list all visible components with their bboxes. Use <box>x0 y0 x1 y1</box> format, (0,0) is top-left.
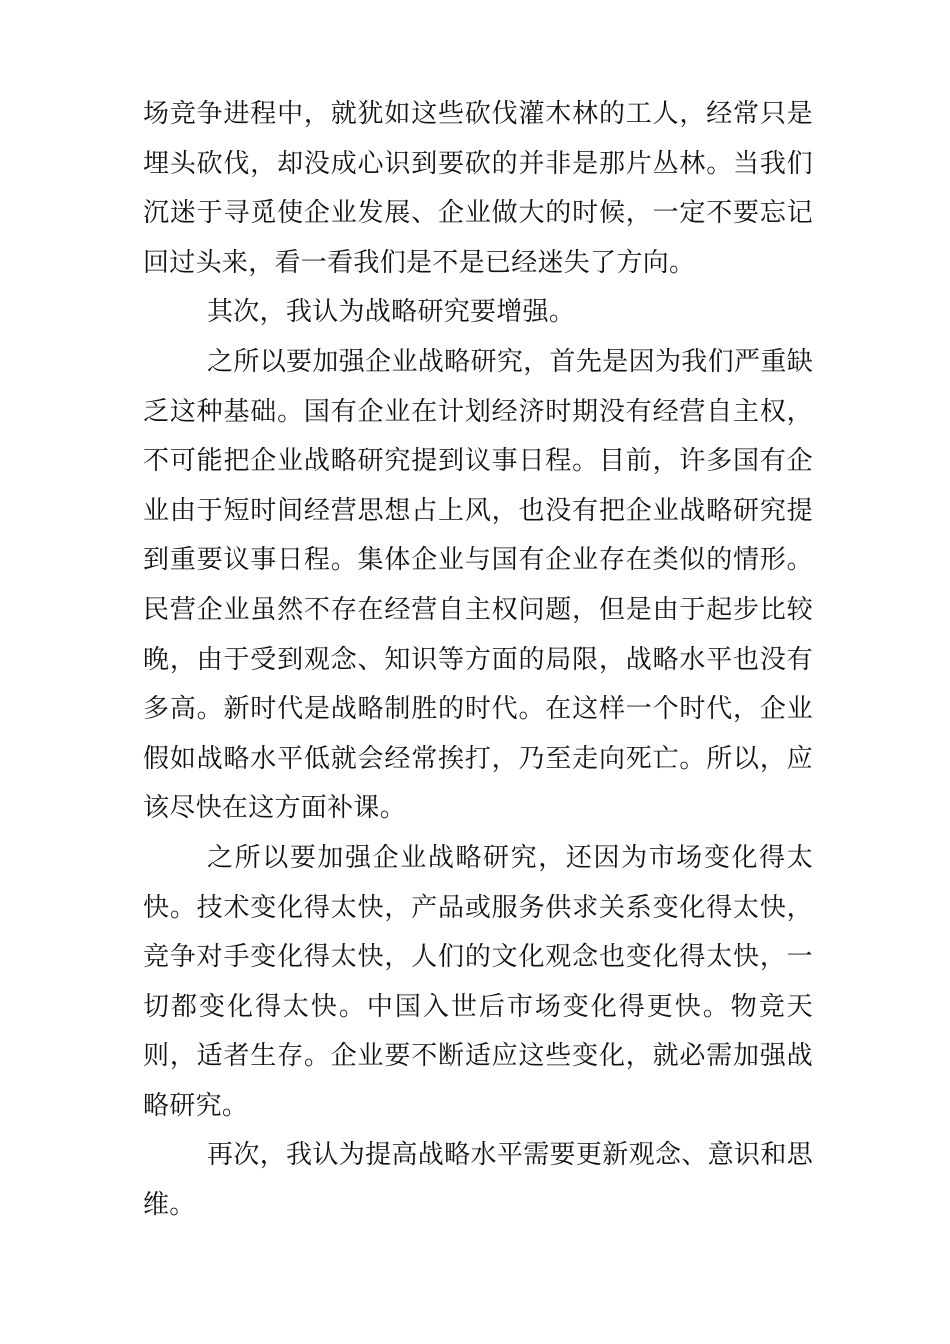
paragraph-reason-market: 之所以要加强企业战略研究，还因为市场变化得太快。技术变化得太快，产品或服务供求关系变化得太快，竞争对手变化得太快，人们的文化观念也变化得太快，一切都变化得太快。中国入世后市场变化得更快。物竞天则，适者生存。企业要不断适应这些变化，就必需加强战略研究。 <box>143 842 813 1121</box>
paragraph-continuation: 场竞争进程中，就犹如这些砍伐灌木林的工人，经常只是埋头砍伐，却没成心识到要砍的并非是那片丛林。当我们沉迷于寻觅使企业发展、企业做大的时候，一定不要忘记回过头来，看一看我们是不是已经迷失了方向。 <box>143 99 813 278</box>
document-body <box>143 90 813 1231</box>
paragraph-third-point: 再次，我认为提高战略水平需要更新观念、意识和思维。 <box>143 1140 813 1221</box>
paragraph-second-point: 其次，我认为战略研究要增强。 <box>207 297 576 328</box>
paragraph-reason-foundation: 之所以要加强企业战略研究，首先是因为我们严重缺乏这种基础。国有企业在计划经济时期没有经营自主权，不可能把企业战略研究提到议事日程。目前，许多国有企业由于短时间经营思想占上风，也没有把企业战略研究提到重要议事日程。集体企业与国有企业存在类似的情形。民营企业虽然不存在经营自主权问题，但是由于起步比较晚，由于受到观念、知识等方面的局限，战略水平也没有多高。新时代是战略制胜的时代。在这样一个时代，企业假如战略水平低就会经常挨打，乃至走向死亡。所以，应该尽快在这方面补课。 <box>143 346 813 824</box>
